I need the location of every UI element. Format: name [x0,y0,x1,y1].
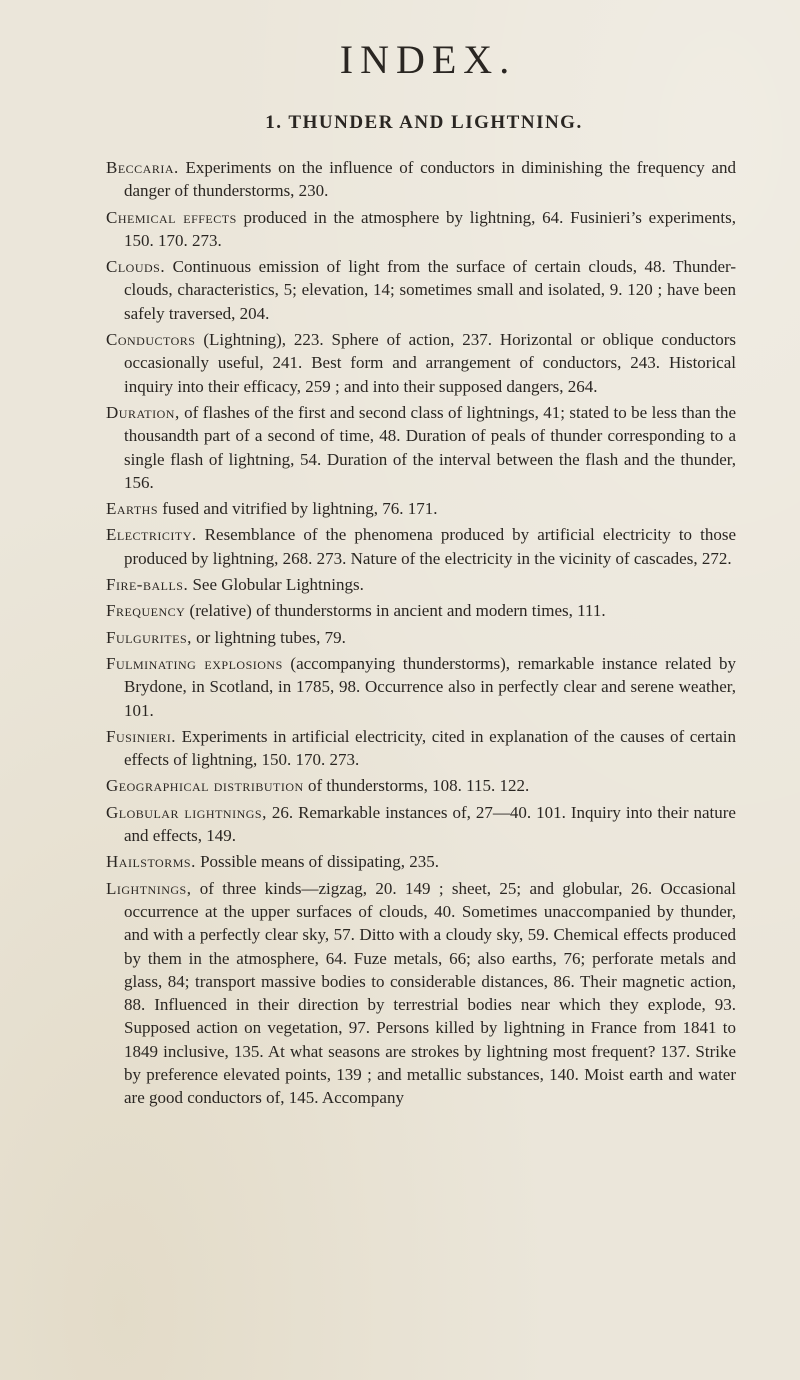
index-entry [106,652,736,722]
page-title: INDEX. [339,37,517,82]
index-entry [106,255,736,325]
index-term: Fusinieri. [106,726,177,746]
index-text: of flashes of the first and second class of lightnings, 41; stated to be less than the thousandth part of a second of time, 48. Duration of peals of thunder corresponding to a single flash of lightning, 54. Duration of the interval between the flash and the thunder, 156. [124,402,736,492]
index-entry [106,156,736,203]
index-term: Geographical distribution [106,776,304,796]
index-entry [106,850,736,873]
index-term: Globular lightnings, [106,802,267,822]
index-text: Resemblance of the phenomena produced by artificial electricity to those produced by lightning, 268. 273. Nature of the electricity in the vicinity of cascades, 272. [124,525,736,568]
index-term: Chemical effects [106,207,237,227]
index-text: 26. Remarkable instances of, 27—40. 101. Inquiry into their nature and effects, 149. [124,802,736,846]
index-entry [106,206,736,253]
index-entry [106,497,736,520]
index-text: Experiments on the influence of conductors in diminishing the frequency and danger of thunderstorms, 230. [124,158,736,201]
index-text: or lightning tubes, 79. [191,627,346,647]
index-term: Fulminating explosions [106,653,283,673]
section-heading: 1. THUNDER AND LIGHTNING. [265,112,583,133]
index-term: Electricity. [106,525,197,545]
index-entries [106,156,736,1110]
index-term: Fulgurites, [106,627,192,647]
index-entry [106,626,736,649]
index-term: Clouds. [106,257,166,277]
index-text: fused and vitrified by lightning, 76. 171. [158,499,438,519]
index-term: Lightnings, [106,878,192,898]
index-entry [106,801,736,848]
index-term: Duration, [106,402,180,422]
index-entry [106,725,736,772]
index-text: of three kinds—zigzag, 20. 149 ; sheet, 25; and globular, 26. Occasional occurrence at the upper surfaces of clouds, 40. Sometimes unaccompanied by thunder, and with a perfectly clear sky, 57. Ditto with a cloudy sky, 59. Chemical effects produced by them in the atmosphere, 64. Fuze metals, 66; also earths, 76; perforate metals and glass, 84; transport massive bodies to considerable distances, 86. Their magnetic action, 88. Influenced in their direction by terrestrial bodies near which they explode, 93. Supposed action on vegetation, 97. Persons killed by lightning in France from 1841 to 1849 inclusive, 135. At what seasons are strokes by lightning most frequent? 137. Strike by preference elevated points, 139 ; and metallic substances, 140. Moist earth and water are good conductors of, 145. Accompany [124,878,736,1108]
index-term: Hailstorms. [106,852,196,872]
index-entry [106,877,736,1110]
index-entry [106,401,736,494]
index-term: Frequency [106,601,186,621]
index-text: (relative) of thunderstorms in ancient and modern times, 111. [185,601,606,621]
index-text: produced in the atmosphere by lightning, 64. Fusinieri’s experiments, 150. 170. 273. [124,207,736,250]
index-text: Experiments in artificial electricity, cited in explanation of the causes of certain effects of lightning, 150. 170. 273. [124,726,736,770]
index-entry [106,523,736,570]
index-entry [106,328,736,398]
index-term: Conductors [106,330,196,350]
index-text: of thunderstorms, 108. 115. 122. [303,776,530,796]
index-text: Continuous emission of light from the surface of certain clouds, 48. Thunder-clouds, characteristics, 5; elevation, 14; sometimes small and isolated, 9. 120 ; have been safely traversed, 204. [124,257,736,323]
index-term: Fire-balls. [106,575,189,595]
index-text: (accompanying thunderstorms), remarkable instance related by Brydone, in Scotland, in 1785, 98. Occurrence also in perfectly clear and serene weather, 101. [124,653,736,720]
index-entry [106,573,736,596]
index-term: Beccaria. [106,158,179,177]
index-entry [106,774,736,797]
index-entry [106,599,736,622]
index-term: Earths [106,499,159,519]
index-text: See Globular Lightnings. [188,575,364,595]
index-text: (Lightning), 223. Sphere of action, 237. Horizontal or oblique conductors occasionally useful, 241. Best form and arrangement of conductors, 243. Historical inquiry into their efficacy, 259 ; and into their supposed dangers, 264. [124,330,736,396]
index-text: Possible means of dissipating, 235. [195,852,440,872]
